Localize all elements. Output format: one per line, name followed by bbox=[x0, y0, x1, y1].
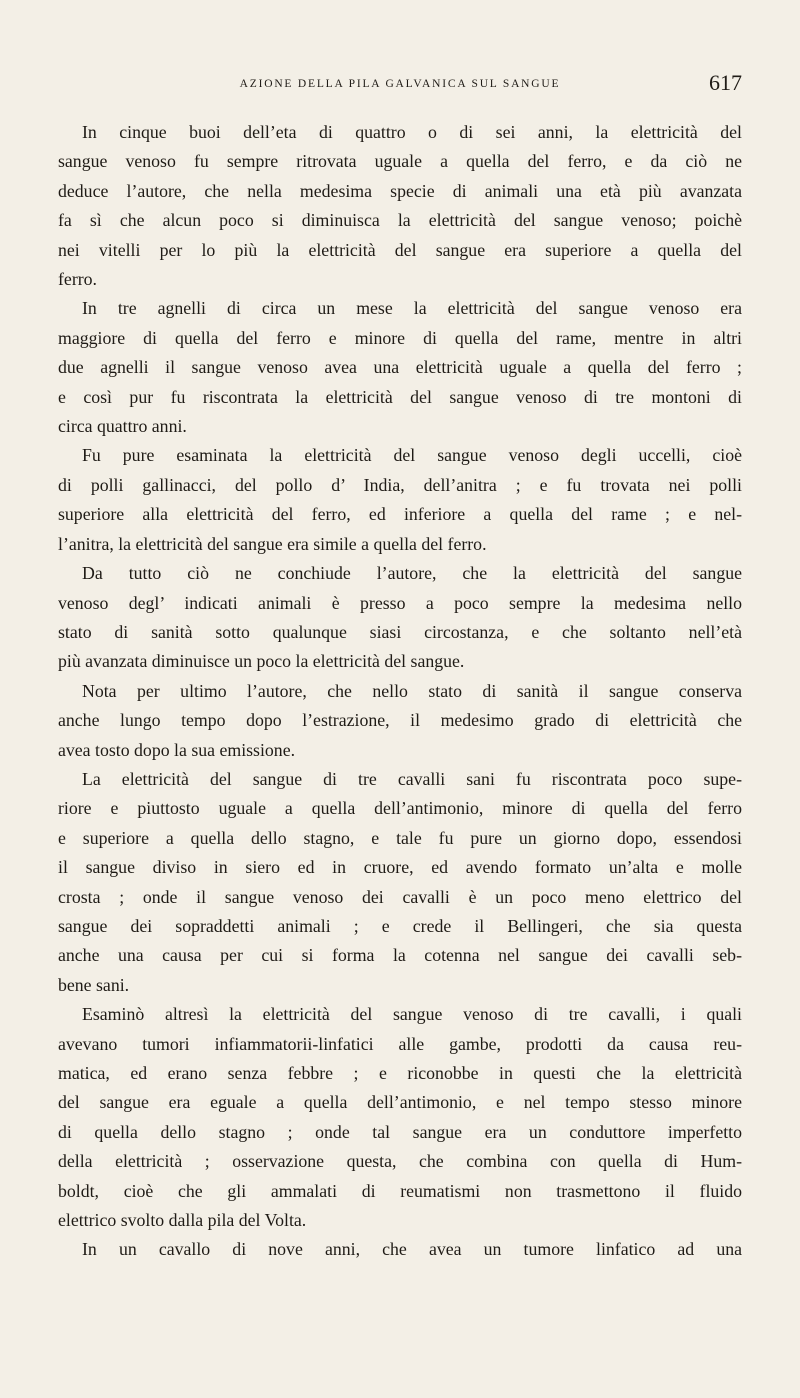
text-line: superiore alla elettricità del ferro, ed inferiore a quella del rame ; e nel- bbox=[58, 504, 742, 525]
text-line: della elettricità ; osservazione questa, che combina con quella di Hum- bbox=[58, 1151, 742, 1172]
text-line: riore e piuttosto uguale a quella dell’antimonio, minore di quella del ferro bbox=[58, 798, 742, 819]
running-title: AZIONE DELLA PILA GALVANICA SUL SANGUE bbox=[239, 78, 561, 90]
text-line: sangue venoso fu sempre ritrovata uguale a quella del ferro, e da ciò ne bbox=[58, 151, 742, 172]
paragraph-1 bbox=[58, 118, 742, 294]
text-line: ferro. bbox=[58, 269, 97, 290]
text-line: circa quattro anni. bbox=[58, 416, 187, 437]
text-line: venoso degl’ indicati animali è presso a poco sempre la medesima nello bbox=[58, 592, 742, 613]
body-text bbox=[58, 118, 742, 1265]
paragraph-4 bbox=[58, 559, 742, 677]
text-line: Fu pure esaminata la elettricità del sangue venoso degli uccelli, cioè bbox=[82, 445, 742, 466]
paragraph-7 bbox=[58, 1000, 742, 1235]
text-line: anche lungo tempo dopo l’estrazione, il medesimo grado di elettricità che bbox=[58, 710, 742, 731]
text-line: crosta ; onde il sangue venoso dei cavalli è un poco meno elettrico del bbox=[58, 886, 742, 907]
page-number: 617 bbox=[709, 70, 742, 95]
text-line: e così pur fu riscontrata la elettricità del sangue venoso di tre montoni di bbox=[58, 386, 742, 407]
text-line: In cinque buoi dell’eta di quattro o di sei anni, la elettricità del bbox=[82, 122, 742, 142]
text-line: e superiore a quella dello stagno, e tale fu pure un giorno dopo, essendosi bbox=[58, 827, 742, 848]
text-line: maggiore di quella del ferro e minore di quella del rame, mentre in altri bbox=[58, 327, 742, 348]
text-line: il sangue diviso in siero ed in cruore, ed avendo formato un’alta e molle bbox=[58, 857, 742, 878]
text-line: boldt, cioè che gli ammalati di reumatismi non trasmettono il fluido bbox=[58, 1180, 742, 1201]
paragraph-3 bbox=[58, 441, 742, 559]
running-head bbox=[58, 72, 742, 102]
text-line: elettrico svolto dalla pila del Volta. bbox=[58, 1210, 307, 1231]
text-line: Nota per ultimo l’autore, che nello stato di sanità il sangue conserva bbox=[82, 680, 742, 701]
text-line: La elettricità del sangue di tre cavalli sani fu riscontrata poco supe- bbox=[82, 768, 742, 789]
text-line: avevano tumori infiammatorii-linfatici alle gambe, prodotti da causa reu- bbox=[58, 1033, 742, 1054]
paragraph-2 bbox=[58, 294, 742, 441]
text-line: di quella dello stagno ; onde tal sangue era un conduttore imperfetto bbox=[58, 1121, 742, 1142]
text-line: matica, ed erano senza febbre ; e riconobbe in questi che la elettricità bbox=[58, 1063, 742, 1083]
text-line: due agnelli il sangue venoso avea una elettricità uguale a quella del ferro ; bbox=[58, 357, 742, 378]
paragraph-5 bbox=[58, 677, 742, 765]
text-line: In tre agnelli di circa un mese la elettricità del sangue venoso era bbox=[82, 298, 742, 319]
text-line: In un cavallo di nove anni, che avea un tumore linfatico ad una bbox=[82, 1239, 742, 1260]
text-line: nei vitelli per lo più la elettricità del sangue era superiore a quella del bbox=[58, 239, 742, 260]
text-line: anche una causa per cui si forma la cotenna nel sangue dei cavalli seb- bbox=[58, 945, 742, 966]
text-line: deduce l’autore, che nella medesima specie di animali una età più avanzata bbox=[58, 180, 742, 201]
paragraph-8 bbox=[58, 1235, 742, 1264]
text-line: del sangue era eguale a quella dell’antimonio, e nel tempo stesso minore bbox=[58, 1092, 742, 1113]
text-line: Esaminò altresì la elettricità del sangue venoso di tre cavalli, i quali bbox=[82, 1004, 742, 1025]
text-line: sangue dei sopraddetti animali ; e crede il Bellingeri, che sia questa bbox=[58, 915, 742, 936]
text-line: più avanzata diminuisce un poco la elettricità del sangue. bbox=[58, 651, 465, 672]
text-line: fa sì che alcun poco si diminuisca la elettricità del sangue venoso; poichè bbox=[58, 210, 742, 231]
text-line: l’anitra, la elettricità del sangue era simile a quella del ferro. bbox=[58, 533, 487, 554]
text-line: di polli gallinacci, del pollo d’ India, dell’anitra ; e fu trovata nei polli bbox=[58, 474, 742, 495]
text-line: avea tosto dopo la sua emissione. bbox=[58, 739, 296, 760]
text-line: stato di sanità sotto qualunque siasi circostanza, e che soltanto nell’età bbox=[58, 621, 742, 642]
paragraph-6 bbox=[58, 765, 742, 1000]
text-line: bene sani. bbox=[58, 974, 130, 995]
text-line: Da tutto ciò ne conchiude l’autore, che la elettricità del sangue bbox=[82, 563, 742, 584]
